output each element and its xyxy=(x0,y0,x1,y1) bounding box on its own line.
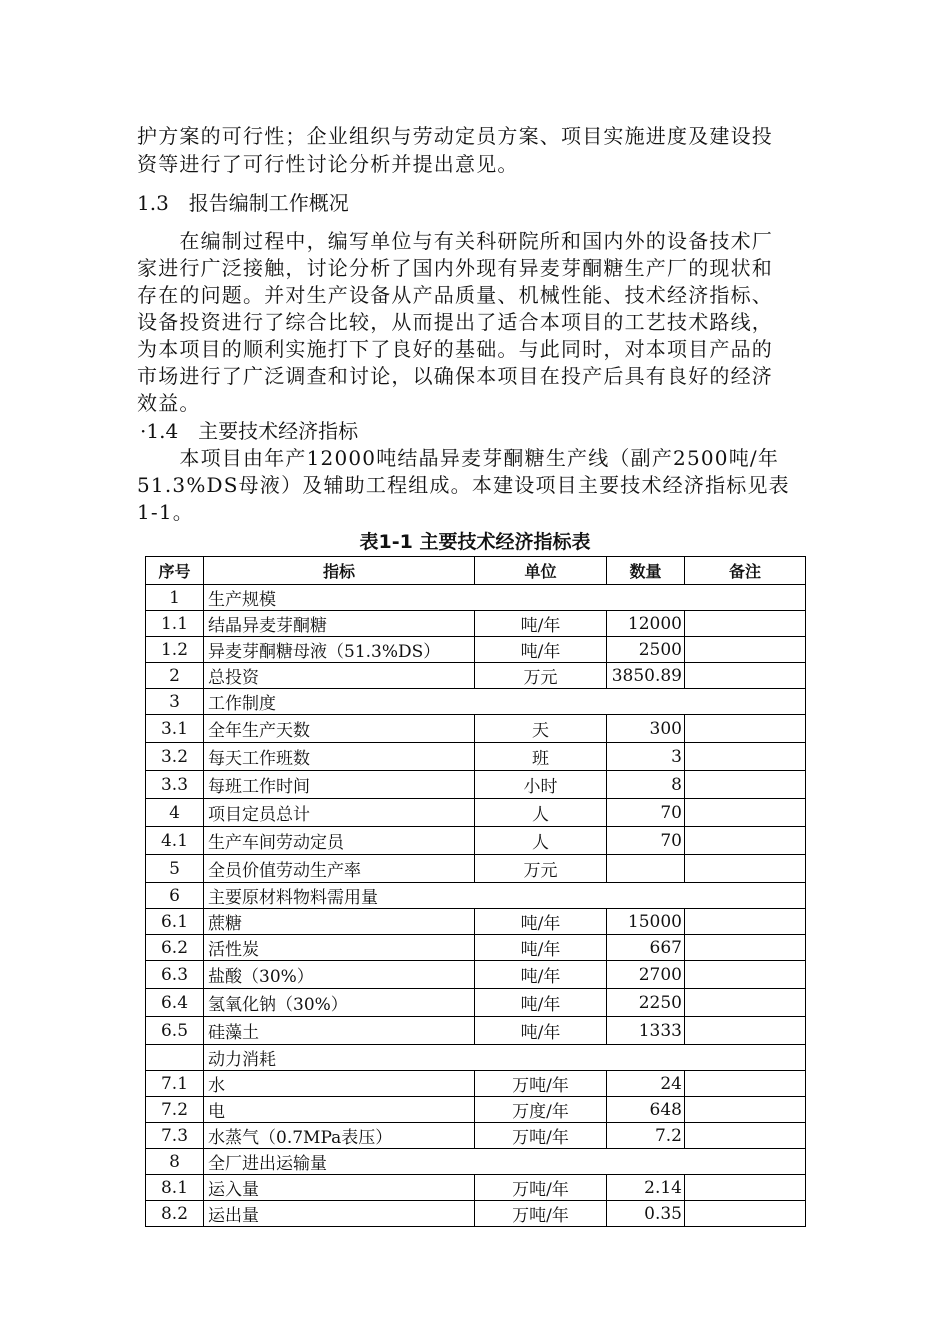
row-number: 3.3 xyxy=(146,771,204,799)
row-note xyxy=(685,1201,806,1227)
header-indicator: 指标 xyxy=(204,557,475,585)
table-row xyxy=(146,1017,806,1045)
table-caption: 表1-1 主要技术经济指标表 xyxy=(359,531,591,553)
section-1-3-line: 存在的问题。并对生产设备从产品质量、机械性能、技术经济指标、 xyxy=(137,283,773,307)
row-number: 7.2 xyxy=(146,1097,204,1123)
table-row xyxy=(146,1045,806,1071)
row-number: 6.4 xyxy=(146,989,204,1017)
section-1-3-line: 在编制过程中，编写单位与有关科研院所和国内外的设备技术厂 xyxy=(137,229,773,253)
row-number: 5 xyxy=(146,855,204,883)
row-note xyxy=(685,663,806,689)
intro-line-1: 护方案的可行性；企业组织与劳动定员方案、项目实施进度及建设投 xyxy=(137,124,773,148)
row-note xyxy=(685,1123,806,1149)
table-row xyxy=(146,689,806,715)
row-note xyxy=(685,743,806,771)
table-row xyxy=(146,883,806,909)
section-1-3-line: 市场进行了广泛调查和讨论，以确保本项目在投产后具有良好的经济 xyxy=(137,364,773,388)
table-header-row xyxy=(146,557,806,585)
section-1-3-line: 为本项目的顺利实施打下了良好的基础。与此同时，对本项目产品的 xyxy=(137,337,773,361)
table-row xyxy=(146,1071,806,1097)
row-number: 4 xyxy=(146,799,204,827)
row-note xyxy=(685,961,806,989)
row-unit: 班 xyxy=(475,743,607,771)
row-number: 6 xyxy=(146,883,204,909)
row-quantity: 300 xyxy=(607,715,685,743)
row-quantity: 3 xyxy=(607,743,685,771)
row-note xyxy=(685,799,806,827)
row-indicator: 活性炭 xyxy=(204,935,475,961)
row-quantity: 12000 xyxy=(607,611,685,637)
row-number: 8 xyxy=(146,1149,204,1175)
row-unit: 万吨/年 xyxy=(475,1123,607,1149)
row-note xyxy=(685,611,806,637)
row-number: 6.3 xyxy=(146,961,204,989)
row-quantity: 3850.89 xyxy=(607,663,685,689)
row-quantity: 8 xyxy=(607,771,685,799)
row-note xyxy=(685,855,806,883)
row-quantity: 70 xyxy=(607,799,685,827)
row-indicator: 运出量 xyxy=(204,1201,475,1227)
row-number: 6.2 xyxy=(146,935,204,961)
row-number: 1.2 xyxy=(146,637,204,663)
row-unit: 小时 xyxy=(475,771,607,799)
section-1-4-heading: ·1.4 主要技术经济指标 xyxy=(140,419,359,443)
table-row xyxy=(146,989,806,1017)
table-row xyxy=(146,1123,806,1149)
row-unit: 吨/年 xyxy=(475,611,607,637)
row-number: 3 xyxy=(146,689,204,715)
indicator-table xyxy=(145,556,806,1227)
row-quantity: 70 xyxy=(607,827,685,855)
row-number: 7.1 xyxy=(146,1071,204,1097)
table-row xyxy=(146,827,806,855)
row-unit: 人 xyxy=(475,799,607,827)
row-number: 4.1 xyxy=(146,827,204,855)
row-group-title: 全厂进出运输量 xyxy=(204,1149,806,1175)
row-number: 6.1 xyxy=(146,909,204,935)
row-note xyxy=(685,935,806,961)
row-number: 3.1 xyxy=(146,715,204,743)
row-indicator: 生产车间劳动定员 xyxy=(204,827,475,855)
row-number: 1.1 xyxy=(146,611,204,637)
row-quantity: 24 xyxy=(607,1071,685,1097)
row-unit: 吨/年 xyxy=(475,935,607,961)
row-note xyxy=(685,827,806,855)
intro-line-2: 资等进行了可行性讨论分析并提出意见。 xyxy=(137,152,519,176)
row-quantity: 2.14 xyxy=(607,1175,685,1201)
table-row xyxy=(146,1097,806,1123)
table-row xyxy=(146,663,806,689)
table-row xyxy=(146,715,806,743)
row-unit: 吨/年 xyxy=(475,637,607,663)
row-unit: 人 xyxy=(475,827,607,855)
section-1-4-line: 51.3%DS母液）及辅助工程组成。本建设项目主要技术经济指标见表 xyxy=(137,473,790,497)
row-indicator: 结晶异麦芽酮糖 xyxy=(204,611,475,637)
table-row xyxy=(146,585,806,611)
table-row xyxy=(146,935,806,961)
row-number: 8.1 xyxy=(146,1175,204,1201)
row-group-title: 主要原材料物料需用量 xyxy=(204,883,806,909)
row-group-title: 工作制度 xyxy=(204,689,806,715)
row-number: 2 xyxy=(146,663,204,689)
row-note xyxy=(685,637,806,663)
header-note: 备注 xyxy=(685,557,806,585)
row-unit: 万元 xyxy=(475,663,607,689)
section-1-3-line: 效益。 xyxy=(137,391,201,415)
row-quantity: 0.35 xyxy=(607,1201,685,1227)
header-quantity: 数量 xyxy=(607,557,685,585)
row-note xyxy=(685,771,806,799)
row-note xyxy=(685,1017,806,1045)
section-1-3-line: 家进行广泛接触，讨论分析了国内外现有异麦芽酮糖生产厂的现状和 xyxy=(137,256,773,280)
row-note xyxy=(685,1097,806,1123)
row-indicator: 异麦芽酮糖母液（51.3%DS） xyxy=(204,637,475,663)
row-indicator: 水蒸气（0.7MPa表压） xyxy=(204,1123,475,1149)
row-group-title: 生产规模 xyxy=(204,585,806,611)
table-row xyxy=(146,799,806,827)
table-row xyxy=(146,1201,806,1227)
row-quantity: 2250 xyxy=(607,989,685,1017)
table-row xyxy=(146,1149,806,1175)
row-note xyxy=(685,1175,806,1201)
row-indicator: 全年生产天数 xyxy=(204,715,475,743)
row-quantity: 667 xyxy=(607,935,685,961)
row-indicator: 氢氧化钠（30%） xyxy=(204,989,475,1017)
row-number: 1 xyxy=(146,585,204,611)
row-indicator: 每班工作时间 xyxy=(204,771,475,799)
row-unit: 天 xyxy=(475,715,607,743)
row-unit: 万吨/年 xyxy=(475,1071,607,1097)
row-unit: 吨/年 xyxy=(475,961,607,989)
row-indicator: 蔗糖 xyxy=(204,909,475,935)
row-indicator: 项目定员总计 xyxy=(204,799,475,827)
row-quantity: 2500 xyxy=(607,637,685,663)
table-row xyxy=(146,771,806,799)
row-indicator: 水 xyxy=(204,1071,475,1097)
table-row xyxy=(146,1175,806,1201)
row-note xyxy=(685,1071,806,1097)
row-unit: 万元 xyxy=(475,855,607,883)
row-note xyxy=(685,989,806,1017)
row-unit: 吨/年 xyxy=(475,989,607,1017)
row-indicator: 电 xyxy=(204,1097,475,1123)
row-indicator: 硅藻土 xyxy=(204,1017,475,1045)
row-number xyxy=(146,1045,204,1071)
row-number: 7.3 xyxy=(146,1123,204,1149)
row-unit: 万吨/年 xyxy=(475,1201,607,1227)
row-note xyxy=(685,909,806,935)
row-quantity: 1333 xyxy=(607,1017,685,1045)
row-quantity: 7.2 xyxy=(607,1123,685,1149)
row-quantity: 2700 xyxy=(607,961,685,989)
header-no: 序号 xyxy=(146,557,204,585)
table-row xyxy=(146,743,806,771)
row-unit: 万度/年 xyxy=(475,1097,607,1123)
table-row xyxy=(146,637,806,663)
row-quantity: 15000 xyxy=(607,909,685,935)
row-number: 3.2 xyxy=(146,743,204,771)
section-1-4-line: 本项目由年产12000吨结晶异麦芽酮糖生产线（副产2500吨/年 xyxy=(137,446,780,470)
table-body xyxy=(146,585,806,1227)
row-number: 6.5 xyxy=(146,1017,204,1045)
row-unit: 万吨/年 xyxy=(475,1175,607,1201)
row-indicator: 每天工作班数 xyxy=(204,743,475,771)
row-unit: 吨/年 xyxy=(475,1017,607,1045)
row-indicator: 总投资 xyxy=(204,663,475,689)
row-indicator: 盐酸（30%） xyxy=(204,961,475,989)
row-indicator: 全员价值劳动生产率 xyxy=(204,855,475,883)
table-row xyxy=(146,611,806,637)
row-number: 8.2 xyxy=(146,1201,204,1227)
section-1-3-line: 设备投资进行了综合比较，从而提出了适合本项目的工艺技术路线， xyxy=(137,310,773,334)
table-row xyxy=(146,961,806,989)
row-quantity: 648 xyxy=(607,1097,685,1123)
section-1-4-line: 1-1。 xyxy=(137,500,195,524)
row-quantity xyxy=(607,855,685,883)
header-unit: 单位 xyxy=(475,557,607,585)
table-row xyxy=(146,909,806,935)
row-group-title: 动力消耗 xyxy=(204,1045,806,1071)
row-note xyxy=(685,715,806,743)
table-row xyxy=(146,855,806,883)
row-indicator: 运入量 xyxy=(204,1175,475,1201)
row-unit: 吨/年 xyxy=(475,909,607,935)
section-1-3-heading: 1.3 报告编制工作概况 xyxy=(137,191,349,215)
